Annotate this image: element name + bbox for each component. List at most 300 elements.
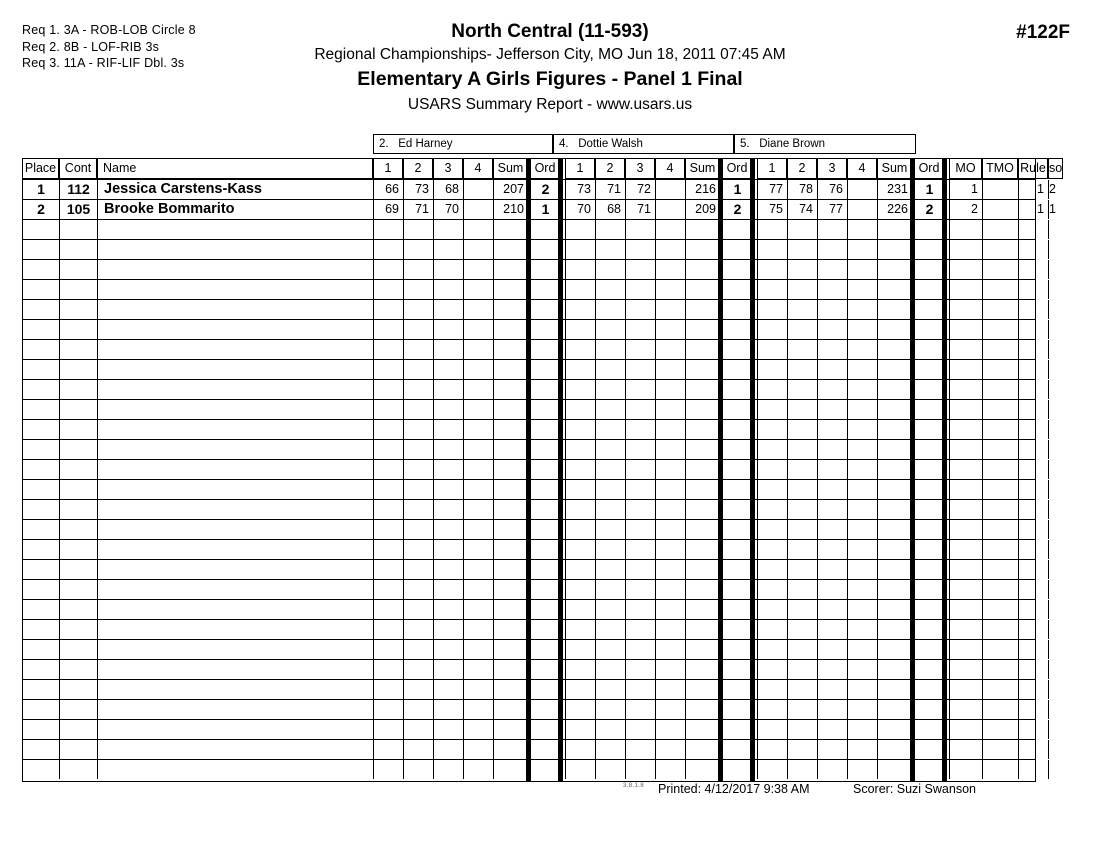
cell-j3-f2[interactable]	[787, 620, 817, 639]
cell-j1-f4[interactable]	[463, 500, 493, 519]
cell-so[interactable]	[1048, 380, 1053, 399]
cell-j3-ord[interactable]	[914, 440, 944, 459]
cell-j2-f2[interactable]: 71	[595, 180, 625, 199]
cell-j2-sum[interactable]	[685, 300, 720, 319]
cell-j2-f2[interactable]	[595, 640, 625, 659]
cell-j3-f3[interactable]	[817, 440, 847, 459]
cell-rule[interactable]	[1018, 660, 1048, 679]
cell-j3-f1[interactable]	[757, 620, 787, 639]
cell-j2-ord[interactable]	[722, 720, 752, 739]
cell-j3-f1[interactable]	[757, 420, 787, 439]
cell-tmo[interactable]	[982, 300, 1018, 319]
cell-name[interactable]	[97, 340, 373, 359]
cell-tmo[interactable]	[982, 540, 1018, 559]
cell-j3-sum[interactable]	[877, 700, 912, 719]
cell-j2-f1[interactable]	[565, 460, 595, 479]
cell-j2-f3[interactable]: 72	[625, 180, 655, 199]
cell-j1-f1[interactable]	[373, 760, 403, 779]
cell-j3-ord[interactable]	[914, 700, 944, 719]
cell-j3-f2[interactable]	[787, 500, 817, 519]
cell-so[interactable]	[1048, 720, 1053, 739]
cell-j1-f2[interactable]	[403, 240, 433, 259]
cell-j3-f3[interactable]	[817, 680, 847, 699]
cell-j3-f1[interactable]	[757, 220, 787, 239]
cell-j3-f4[interactable]	[847, 280, 877, 299]
cell-j2-f4[interactable]	[655, 240, 685, 259]
cell-j1-f2[interactable]	[403, 300, 433, 319]
cell-cont[interactable]	[59, 280, 97, 299]
cell-rule[interactable]	[1018, 300, 1048, 319]
cell-j3-sum[interactable]	[877, 320, 912, 339]
cell-name[interactable]	[97, 380, 373, 399]
cell-j1-f2[interactable]	[403, 540, 433, 559]
cell-j2-f4[interactable]	[655, 500, 685, 519]
cell-j1-f3[interactable]	[433, 560, 463, 579]
cell-j3-sum[interactable]	[877, 380, 912, 399]
cell-j3-sum[interactable]	[877, 220, 912, 239]
cell-j1-f3[interactable]	[433, 580, 463, 599]
cell-rule[interactable]	[1018, 620, 1048, 639]
cell-j1-f3[interactable]	[433, 540, 463, 559]
cell-j3-f1[interactable]	[757, 760, 787, 779]
cell-j3-f1[interactable]	[757, 340, 787, 359]
cell-tmo[interactable]	[982, 520, 1018, 539]
cell-rule[interactable]	[1018, 260, 1048, 279]
cell-j3-ord[interactable]	[914, 580, 944, 599]
cell-name[interactable]	[97, 660, 373, 679]
cell-j2-f1[interactable]	[565, 420, 595, 439]
cell-j3-f4[interactable]	[847, 580, 877, 599]
cell-j3-sum[interactable]	[877, 360, 912, 379]
cell-j1-f3[interactable]	[433, 520, 463, 539]
cell-j2-ord[interactable]	[722, 400, 752, 419]
cell-j2-f1[interactable]	[565, 480, 595, 499]
cell-j1-ord[interactable]	[530, 620, 560, 639]
cell-cont[interactable]: 112	[59, 180, 97, 199]
cell-j1-f2[interactable]	[403, 680, 433, 699]
cell-j1-f4[interactable]	[463, 460, 493, 479]
cell-j1-ord[interactable]	[530, 480, 560, 499]
cell-j3-f1[interactable]	[757, 580, 787, 599]
cell-j2-f4[interactable]	[655, 680, 685, 699]
cell-j3-f2[interactable]	[787, 520, 817, 539]
cell-j2-ord[interactable]	[722, 660, 752, 679]
cell-j2-sum[interactable]	[685, 600, 720, 619]
cell-j2-ord[interactable]	[722, 320, 752, 339]
cell-j3-f2[interactable]	[787, 640, 817, 659]
cell-place[interactable]: 2	[22, 200, 59, 219]
cell-mo[interactable]	[949, 240, 982, 259]
cell-cont[interactable]	[59, 680, 97, 699]
cell-j2-f2[interactable]	[595, 260, 625, 279]
cell-j1-f1[interactable]	[373, 360, 403, 379]
cell-j1-f2[interactable]	[403, 640, 433, 659]
cell-name[interactable]: Jessica Carstens-Kass	[97, 180, 373, 199]
cell-j2-f3[interactable]	[625, 520, 655, 539]
cell-mo[interactable]	[949, 500, 982, 519]
cell-j2-sum[interactable]	[685, 480, 720, 499]
cell-j1-ord[interactable]	[530, 440, 560, 459]
cell-tmo[interactable]	[982, 760, 1018, 779]
cell-j1-f1[interactable]	[373, 220, 403, 239]
cell-rule[interactable]	[1018, 460, 1048, 479]
cell-j3-ord[interactable]	[914, 560, 944, 579]
cell-j1-f3[interactable]	[433, 360, 463, 379]
cell-j2-f3[interactable]	[625, 480, 655, 499]
cell-so[interactable]	[1048, 700, 1053, 719]
cell-j1-f1[interactable]	[373, 720, 403, 739]
cell-j2-sum[interactable]	[685, 380, 720, 399]
cell-j3-f2[interactable]	[787, 720, 817, 739]
cell-j1-f2[interactable]	[403, 520, 433, 539]
cell-j2-f3[interactable]	[625, 300, 655, 319]
cell-so[interactable]: 2	[1048, 180, 1060, 199]
cell-j3-f2[interactable]	[787, 480, 817, 499]
cell-cont[interactable]	[59, 560, 97, 579]
cell-j1-ord[interactable]	[530, 460, 560, 479]
cell-j1-f3[interactable]	[433, 320, 463, 339]
cell-cont[interactable]	[59, 720, 97, 739]
cell-tmo[interactable]	[982, 420, 1018, 439]
cell-j2-f2[interactable]	[595, 580, 625, 599]
cell-j2-f3[interactable]	[625, 460, 655, 479]
cell-j3-f2[interactable]: 74	[787, 200, 817, 219]
cell-j2-ord[interactable]	[722, 280, 752, 299]
cell-j1-f2[interactable]	[403, 400, 433, 419]
cell-j2-f1[interactable]	[565, 560, 595, 579]
cell-j1-f3[interactable]	[433, 720, 463, 739]
cell-name[interactable]	[97, 680, 373, 699]
cell-mo[interactable]	[949, 360, 982, 379]
cell-j3-f3[interactable]: 76	[817, 180, 847, 199]
cell-j1-f2[interactable]	[403, 660, 433, 679]
cell-j1-f1[interactable]: 66	[373, 180, 403, 199]
cell-j3-f1[interactable]	[757, 740, 787, 759]
cell-j2-f4[interactable]	[655, 700, 685, 719]
cell-j3-sum[interactable]	[877, 620, 912, 639]
cell-j3-f1[interactable]	[757, 520, 787, 539]
cell-j1-sum[interactable]	[493, 660, 528, 679]
cell-j3-f1[interactable]: 75	[757, 200, 787, 219]
cell-j1-f1[interactable]	[373, 240, 403, 259]
cell-mo[interactable]	[949, 260, 982, 279]
cell-j1-f4[interactable]	[463, 320, 493, 339]
cell-j2-ord[interactable]	[722, 580, 752, 599]
cell-j2-f2[interactable]	[595, 380, 625, 399]
cell-j3-f3[interactable]	[817, 660, 847, 679]
cell-j3-f4[interactable]	[847, 640, 877, 659]
cell-j2-f2[interactable]	[595, 340, 625, 359]
cell-j3-f4[interactable]	[847, 300, 877, 319]
cell-j2-f4[interactable]	[655, 620, 685, 639]
cell-j1-ord[interactable]	[530, 220, 560, 239]
cell-j2-f3[interactable]	[625, 360, 655, 379]
cell-j3-f3[interactable]	[817, 340, 847, 359]
cell-j2-sum[interactable]	[685, 280, 720, 299]
cell-j2-f4[interactable]	[655, 720, 685, 739]
cell-j1-f2[interactable]	[403, 440, 433, 459]
cell-j1-sum[interactable]	[493, 420, 528, 439]
cell-j3-f1[interactable]	[757, 480, 787, 499]
cell-j3-ord[interactable]	[914, 640, 944, 659]
cell-j2-f4[interactable]	[655, 540, 685, 559]
cell-tmo[interactable]	[982, 400, 1018, 419]
cell-j2-f1[interactable]	[565, 220, 595, 239]
cell-name[interactable]	[97, 220, 373, 239]
cell-name[interactable]	[97, 480, 373, 499]
cell-j2-f4[interactable]	[655, 440, 685, 459]
cell-j3-f1[interactable]	[757, 240, 787, 259]
cell-j2-sum[interactable]	[685, 520, 720, 539]
cell-j2-f2[interactable]	[595, 480, 625, 499]
cell-cont[interactable]	[59, 480, 97, 499]
cell-j2-f1[interactable]	[565, 440, 595, 459]
cell-rule[interactable]	[1018, 480, 1048, 499]
cell-j1-f1[interactable]	[373, 460, 403, 479]
cell-j1-sum[interactable]	[493, 380, 528, 399]
cell-mo[interactable]	[949, 700, 982, 719]
cell-j1-f1[interactable]	[373, 420, 403, 439]
cell-j1-sum[interactable]	[493, 460, 528, 479]
cell-tmo[interactable]	[982, 680, 1018, 699]
cell-so[interactable]	[1048, 660, 1053, 679]
cell-j3-f2[interactable]	[787, 380, 817, 399]
cell-tmo[interactable]	[982, 580, 1018, 599]
cell-name[interactable]	[97, 240, 373, 259]
cell-j2-f2[interactable]	[595, 220, 625, 239]
cell-j3-f3[interactable]	[817, 260, 847, 279]
cell-tmo[interactable]	[982, 360, 1018, 379]
cell-j3-f3[interactable]	[817, 380, 847, 399]
cell-j3-ord[interactable]	[914, 240, 944, 259]
cell-j1-f2[interactable]	[403, 460, 433, 479]
cell-mo[interactable]	[949, 620, 982, 639]
cell-name[interactable]	[97, 320, 373, 339]
cell-j2-f2[interactable]	[595, 420, 625, 439]
cell-so[interactable]	[1048, 480, 1053, 499]
cell-j1-ord[interactable]	[530, 700, 560, 719]
cell-mo[interactable]	[949, 380, 982, 399]
cell-j2-f4[interactable]	[655, 760, 685, 779]
cell-name[interactable]	[97, 460, 373, 479]
cell-place[interactable]	[22, 620, 59, 639]
cell-cont[interactable]	[59, 700, 97, 719]
cell-j1-f3[interactable]	[433, 680, 463, 699]
cell-j2-f2[interactable]	[595, 280, 625, 299]
cell-j1-f4[interactable]	[463, 180, 493, 199]
cell-j1-f4[interactable]	[463, 220, 493, 239]
cell-j3-f2[interactable]: 78	[787, 180, 817, 199]
cell-j2-f3[interactable]	[625, 540, 655, 559]
cell-j2-f3[interactable]	[625, 320, 655, 339]
cell-name[interactable]	[97, 520, 373, 539]
cell-j1-f4[interactable]	[463, 540, 493, 559]
cell-j2-f4[interactable]	[655, 460, 685, 479]
cell-j1-f4[interactable]	[463, 440, 493, 459]
cell-j2-f3[interactable]	[625, 240, 655, 259]
cell-rule[interactable]	[1018, 540, 1048, 559]
cell-place[interactable]	[22, 220, 59, 239]
cell-cont[interactable]	[59, 600, 97, 619]
cell-j3-f4[interactable]	[847, 760, 877, 779]
cell-j2-ord[interactable]	[722, 700, 752, 719]
cell-j1-f3[interactable]	[433, 500, 463, 519]
cell-j2-ord[interactable]	[722, 440, 752, 459]
cell-j1-sum[interactable]: 207	[493, 180, 528, 199]
cell-j1-f2[interactable]	[403, 760, 433, 779]
cell-j1-ord[interactable]: 1	[530, 200, 560, 219]
cell-mo[interactable]	[949, 720, 982, 739]
cell-j1-sum[interactable]	[493, 680, 528, 699]
cell-place[interactable]	[22, 520, 59, 539]
cell-so[interactable]	[1048, 760, 1053, 779]
cell-j1-f3[interactable]	[433, 760, 463, 779]
cell-rule[interactable]	[1018, 580, 1048, 599]
cell-j3-f4[interactable]	[847, 320, 877, 339]
cell-rule[interactable]	[1018, 740, 1048, 759]
cell-j1-sum[interactable]	[493, 620, 528, 639]
cell-j3-f1[interactable]	[757, 720, 787, 739]
cell-cont[interactable]	[59, 760, 97, 779]
cell-place[interactable]	[22, 680, 59, 699]
cell-name[interactable]	[97, 600, 373, 619]
cell-j3-f4[interactable]	[847, 560, 877, 579]
cell-j3-f2[interactable]	[787, 260, 817, 279]
cell-j3-ord[interactable]	[914, 600, 944, 619]
cell-j1-ord[interactable]	[530, 740, 560, 759]
cell-place[interactable]	[22, 380, 59, 399]
cell-j3-sum[interactable]	[877, 240, 912, 259]
cell-name[interactable]	[97, 720, 373, 739]
cell-j2-f2[interactable]	[595, 320, 625, 339]
cell-j1-f4[interactable]	[463, 620, 493, 639]
cell-j2-f1[interactable]: 73	[565, 180, 595, 199]
cell-so[interactable]	[1048, 360, 1053, 379]
cell-j3-sum[interactable]: 226	[877, 200, 912, 219]
cell-rule[interactable]	[1018, 560, 1048, 579]
cell-j2-f2[interactable]	[595, 240, 625, 259]
cell-name[interactable]	[97, 580, 373, 599]
cell-j1-sum[interactable]	[493, 560, 528, 579]
cell-tmo[interactable]	[982, 440, 1018, 459]
cell-j2-ord[interactable]	[722, 640, 752, 659]
cell-name[interactable]	[97, 500, 373, 519]
cell-j2-f1[interactable]	[565, 760, 595, 779]
cell-j2-f2[interactable]	[595, 460, 625, 479]
cell-j1-sum[interactable]	[493, 500, 528, 519]
cell-j3-f3[interactable]	[817, 280, 847, 299]
cell-j3-f2[interactable]	[787, 340, 817, 359]
cell-j3-sum[interactable]	[877, 740, 912, 759]
cell-j2-f4[interactable]	[655, 420, 685, 439]
cell-mo[interactable]	[949, 640, 982, 659]
cell-j2-f3[interactable]	[625, 700, 655, 719]
cell-j2-ord[interactable]	[722, 680, 752, 699]
cell-j2-f1[interactable]	[565, 280, 595, 299]
cell-j1-sum[interactable]	[493, 280, 528, 299]
cell-j1-sum[interactable]	[493, 220, 528, 239]
cell-cont[interactable]	[59, 320, 97, 339]
cell-mo[interactable]	[949, 660, 982, 679]
cell-j2-f2[interactable]	[595, 620, 625, 639]
cell-j3-f2[interactable]	[787, 580, 817, 599]
cell-so[interactable]	[1048, 440, 1053, 459]
cell-mo[interactable]: 1	[949, 180, 982, 199]
cell-j3-f3[interactable]	[817, 480, 847, 499]
cell-j1-f1[interactable]	[373, 260, 403, 279]
cell-j3-ord[interactable]	[914, 340, 944, 359]
cell-name[interactable]	[97, 420, 373, 439]
cell-place[interactable]	[22, 600, 59, 619]
cell-rule[interactable]	[1018, 680, 1048, 699]
cell-j1-f4[interactable]	[463, 680, 493, 699]
cell-j1-f4[interactable]	[463, 760, 493, 779]
cell-cont[interactable]	[59, 400, 97, 419]
cell-j3-f4[interactable]	[847, 460, 877, 479]
cell-j3-ord[interactable]	[914, 360, 944, 379]
cell-j3-f4[interactable]	[847, 260, 877, 279]
cell-j3-f3[interactable]	[817, 500, 847, 519]
cell-j2-f4[interactable]	[655, 480, 685, 499]
cell-j2-f3[interactable]	[625, 220, 655, 239]
cell-j3-ord[interactable]	[914, 620, 944, 639]
cell-place[interactable]	[22, 760, 59, 779]
cell-j3-f4[interactable]	[847, 600, 877, 619]
cell-so[interactable]	[1048, 460, 1053, 479]
cell-j1-f2[interactable]	[403, 320, 433, 339]
cell-j2-ord[interactable]	[722, 520, 752, 539]
cell-j2-f2[interactable]	[595, 760, 625, 779]
cell-rule[interactable]: 1	[1018, 180, 1048, 199]
cell-mo[interactable]	[949, 480, 982, 499]
cell-j1-f4[interactable]	[463, 380, 493, 399]
cell-mo[interactable]	[949, 440, 982, 459]
cell-j3-f1[interactable]	[757, 400, 787, 419]
cell-cont[interactable]	[59, 620, 97, 639]
cell-j3-f1[interactable]	[757, 680, 787, 699]
cell-rule[interactable]: 1	[1018, 200, 1048, 219]
cell-j3-f3[interactable]	[817, 620, 847, 639]
cell-j2-f1[interactable]	[565, 320, 595, 339]
cell-mo[interactable]	[949, 580, 982, 599]
cell-j1-f4[interactable]	[463, 360, 493, 379]
cell-mo[interactable]	[949, 520, 982, 539]
cell-j2-f1[interactable]	[565, 660, 595, 679]
cell-j1-f3[interactable]	[433, 440, 463, 459]
cell-j3-ord[interactable]	[914, 280, 944, 299]
cell-j1-sum[interactable]	[493, 240, 528, 259]
cell-place[interactable]	[22, 420, 59, 439]
cell-mo[interactable]	[949, 340, 982, 359]
cell-j3-f3[interactable]	[817, 760, 847, 779]
cell-j2-sum[interactable]	[685, 360, 720, 379]
cell-place[interactable]	[22, 640, 59, 659]
cell-j3-sum[interactable]	[877, 400, 912, 419]
cell-so[interactable]	[1048, 600, 1053, 619]
cell-j3-sum[interactable]	[877, 300, 912, 319]
cell-j3-f1[interactable]	[757, 300, 787, 319]
cell-place[interactable]	[22, 360, 59, 379]
cell-j3-sum[interactable]	[877, 340, 912, 359]
cell-j2-sum[interactable]	[685, 580, 720, 599]
cell-so[interactable]: 1	[1048, 200, 1060, 219]
cell-cont[interactable]	[59, 500, 97, 519]
cell-j1-f1[interactable]	[373, 500, 403, 519]
cell-j1-f4[interactable]	[463, 640, 493, 659]
cell-j1-f3[interactable]: 70	[433, 200, 463, 219]
cell-j2-f3[interactable]	[625, 580, 655, 599]
cell-j2-f2[interactable]	[595, 660, 625, 679]
